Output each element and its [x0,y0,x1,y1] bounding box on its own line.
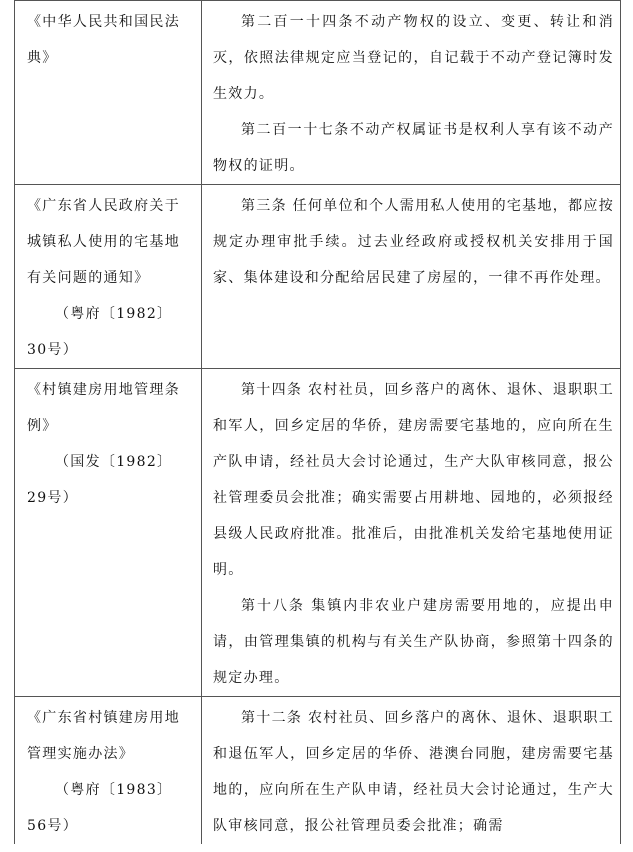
law-name-cell [15,1,202,185]
table-row [15,697,621,845]
table-row [15,185,621,369]
law-article: 第十四条 农村社员，回乡落户的离休、退休、退职职工和军人，回乡定居的华侨，建房需要宅基地的，应向所在生产队申请，经社员大会讨论通过，生产大队审核同意，报公社管理委员会批准；确实需要占用耕地、园地的，必须报经县级人民政府批准。批准后，由批准机关发给宅基地使用证明。 [213,382,614,578]
table-row [15,1,621,185]
law-content-cell [202,697,621,845]
law-content-cell [202,185,621,369]
law-content-cell [202,369,621,697]
law-table [14,0,621,844]
law-document-number: （国发〔1982〕29号） [27,454,173,506]
law-document-number: （粤府〔1983〕56号） [27,782,173,834]
law-article: 第十八条 集镇内非农业户建房需要用地的，应提出申请，由管理集镇的机构与有关生产队协商，参照第十四条的规定办理。 [213,598,614,686]
law-name: 《广东省人民政府关于城镇私人使用的宅基地有关问题的通知》 [27,198,180,286]
law-name-cell [15,697,202,845]
table-row [15,369,621,697]
law-name-cell [15,369,202,697]
law-article: 第三条 任何单位和个人需用私人使用的宅基地，都应按规定办理审批手续。过去业经政府或授权机关安排用于国家、集体建设和分配给居民建了房屋的，一律不再作处理。 [213,198,614,286]
law-article: 第十二条 农村社员、回乡落户的离休、退休、退职职工和退伍军人，回乡定居的华侨、港澳台同胞，建房需要宅基地的，应向所在生产队申请，经社员大会讨论通过，生产大队审核同意，报公社管理员委会批准；确需 [213,710,614,834]
law-document-number: （粤府〔1982〕30号） [27,306,173,358]
law-name: 《中华人民共和国民法典》 [27,14,180,66]
law-content-cell [202,1,621,185]
law-article: 第二百一十四条不动产物权的设立、变更、转让和消灭，依照法律规定应当登记的，自记载于不动产登记簿时发生效力。 [213,14,614,102]
law-article: 第二百一十七条不动产权属证书是权利人享有该不动产物权的证明。 [213,122,614,174]
law-name: 《村镇建房用地管理条例》 [27,382,180,434]
law-name: 《广东省村镇建房用地管理实施办法》 [27,710,180,762]
law-name-cell [15,185,202,369]
